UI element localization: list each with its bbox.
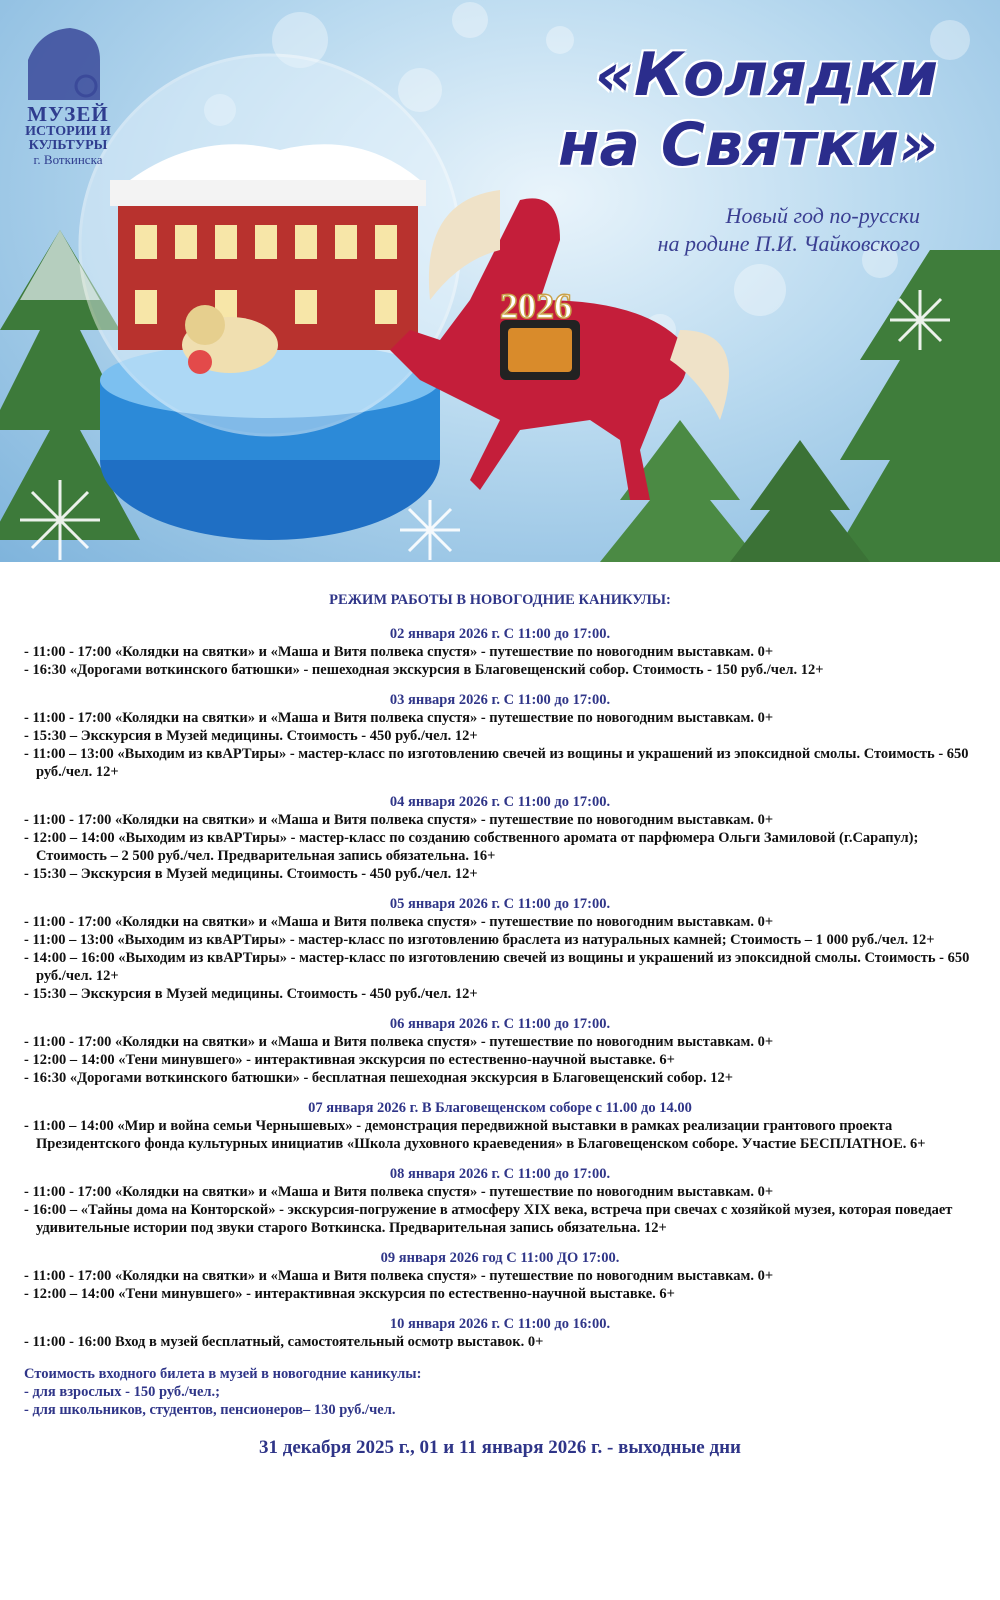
schedule-item: - 11:00 - 17:00 «Колядки на святки» и «Маша и Витя полвека спустя» - путешествие по новогодним выставкам. 0+ bbox=[24, 812, 774, 828]
schedule-item: - 11:00 - 17:00 «Колядки на святки» и «Маша и Витя полвека спустя» - путешествие по новогодним выставкам. 0+ bbox=[24, 1034, 774, 1050]
schedule-day-title: 09 января 2026 год С 11:00 ДО 17:00. bbox=[380, 1250, 620, 1266]
subtitle-line-1: Новый год по-русски bbox=[725, 203, 920, 228]
schedule-item: - 11:00 - 17:00 «Колядки на святки» и «Маша и Витя полвека спустя» - путешествие по новогодним выставкам. 0+ bbox=[24, 914, 774, 930]
schedule-item: - 11:00 – 14:00 «Мир и война семьи Чернышевых» - демонстрация передвижной выставки в рамках реализации грантового проекта Президентского фонда культурных инициатив «Школа духовного краеведения» в Благовещенском соборе. Участие БЕСПЛАТНОЕ. 6+ bbox=[24, 1118, 926, 1152]
schedule-day-title: 06 января 2026 г. С 11:00 до 17:00. bbox=[389, 1016, 611, 1032]
schedule-item: - 14:00 – 16:00 «Выходим из квАРТиры» - мастер-класс по изготовлению свечей из вощины и украшений из эпоксидной смолы. Стоимость - 650 руб./чел. 12+ bbox=[24, 950, 970, 984]
schedule-item: - 11:00 – 13:00 «Выходим из квАРТиры» - мастер-класс по изготовлению браслета из натуральных камней; Стоимость – 1 000 руб./чел. 12+ bbox=[24, 932, 935, 948]
logo-line-museum: МУЗЕЙ bbox=[27, 102, 109, 126]
logo-line-history: ИСТОРИИ И bbox=[25, 124, 111, 139]
schedule-day bbox=[24, 1015, 976, 1087]
schedule-day bbox=[24, 1099, 976, 1153]
schedule-day-title: 04 января 2026 г. С 11:00 до 17:00. bbox=[389, 794, 611, 810]
schedule-heading: РЕЖИМ РАБОТЫ В НОВОГОДНИЕ КАНИКУЛЫ: bbox=[329, 592, 671, 608]
schedule-section bbox=[0, 562, 1000, 1459]
schedule-day-title: 03 января 2026 г. С 11:00 до 17:00. bbox=[389, 692, 611, 708]
schedule-day bbox=[24, 691, 976, 781]
poster-banner bbox=[0, 0, 1000, 562]
schedule-day-title: 08 января 2026 г. С 11:00 до 17:00. bbox=[389, 1166, 611, 1182]
schedule-day bbox=[24, 1249, 976, 1303]
schedule-item: - 12:00 – 14:00 «Тени минувшего» - интерактивная экскурсия по естественно-научной выставке. 6+ bbox=[24, 1286, 675, 1302]
schedule-item: - 15:30 – Экскурсия в Музей медицины. Стоимость - 450 руб./чел. 12+ bbox=[24, 986, 478, 1002]
schedule-day bbox=[24, 625, 976, 679]
year-badge: 2026 bbox=[500, 286, 572, 326]
ticket-prices bbox=[24, 1365, 976, 1419]
schedule-item: - 11:00 - 17:00 «Колядки на святки» и «Маша и Витя полвека спустя» - путешествие по новогодним выставкам. 0+ bbox=[24, 1268, 774, 1284]
schedule-item: - 15:30 – Экскурсия в Музей медицины. Стоимость - 450 руб./чел. 12+ bbox=[24, 728, 478, 744]
poster-title bbox=[558, 40, 938, 180]
schedule-item: - 11:00 - 17:00 «Колядки на святки» и «Маша и Витя полвека спустя» - путешествие по новогодним выставкам. 0+ bbox=[24, 644, 774, 660]
schedule-item: - 16:30 «Дорогами воткинского батюшки» - пешеходная экскурсия в Благовещенский собор. Стоимость - 150 руб./чел. 12+ bbox=[24, 662, 824, 678]
schedule-item: - 16:30 «Дорогами воткинского батюшки» - бесплатная пешеходная экскурсия в Благовещенский собор. 12+ bbox=[24, 1070, 733, 1086]
museum-logo bbox=[18, 104, 118, 166]
right-fir-trees-icon bbox=[600, 250, 1000, 562]
schedule-day-title: 02 января 2026 г. С 11:00 до 17:00. bbox=[389, 626, 611, 642]
schedule-item: - 11:00 - 17:00 «Колядки на святки» и «Маша и Витя полвека спустя» - путешествие по новогодним выставкам. 0+ bbox=[24, 1184, 774, 1200]
subtitle-line-2: на родине П.И. Чайковского bbox=[657, 231, 920, 256]
schedule-day bbox=[24, 1165, 976, 1237]
schedule-day bbox=[24, 793, 976, 883]
schedule-day bbox=[24, 1315, 976, 1351]
schedule-item: - 11:00 – 13:00 «Выходим из квАРТиры» - мастер-класс по изготовлению свечей из вощины и украшений из эпоксидной смолы. Стоимость - 650 руб./чел. 12+ bbox=[24, 746, 969, 780]
logo-line-city: г. Воткинска bbox=[33, 152, 103, 167]
ticket-price-adults: - для взрослых - 150 руб./чел.; bbox=[24, 1384, 220, 1400]
poster-subtitle bbox=[658, 202, 920, 258]
schedule-item: - 16:00 – «Тайны дома на Конторской» - экскурсия-погружение в атмосферу XIX века, встреча при свечах с хозяйкой музея, которая поведает удивительные истории под звуки старого Воткинска. Предварительная запись обязательна. 12+ bbox=[24, 1202, 953, 1236]
ticket-prices-heading: Стоимость входного билета в музей в новогодние каникулы: bbox=[24, 1366, 422, 1382]
schedule-item: - 15:30 – Экскурсия в Музей медицины. Стоимость - 450 руб./чел. 12+ bbox=[24, 866, 478, 882]
schedule-days bbox=[24, 625, 976, 1351]
title-line-1: «Колядки bbox=[595, 40, 938, 110]
ticket-price-students: - для школьников, студентов, пенсионеров– 130 руб./чел. bbox=[24, 1402, 396, 1418]
schedule-day-title: 10 января 2026 г. С 11:00 до 16:00. bbox=[389, 1316, 611, 1332]
schedule-item: - 11:00 - 17:00 «Колядки на святки» и «Маша и Витя полвека спустя» - путешествие по новогодним выставкам. 0+ bbox=[24, 710, 774, 726]
snow-globe-icon bbox=[80, 55, 460, 540]
schedule-day bbox=[24, 895, 976, 1003]
schedule-item: - 11:00 - 16:00 Вход в музей бесплатный, самостоятельный осмотр выставок. 0+ bbox=[24, 1334, 544, 1350]
closed-days: 31 декабря 2025 г., 01 и 11 января 2026 г. - выходные дни bbox=[259, 1437, 741, 1458]
title-line-2: на Святки» bbox=[558, 110, 938, 180]
logo-line-culture: КУЛЬТУРЫ bbox=[28, 138, 108, 153]
museum-lion-logo-icon bbox=[28, 28, 100, 100]
schedule-item: - 12:00 – 14:00 «Выходим из квАРТиры» - мастер-класс по созданию собственного аромата от парфюмера Ольги Замиловой (г.Сарапул); Стоимость – 2 500 руб./чел. Предварительная запись обязательна. 16+ bbox=[24, 830, 919, 864]
schedule-day-title: 05 января 2026 г. С 11:00 до 17:00. bbox=[389, 896, 611, 912]
schedule-day-title: 07 января 2026 г. В Благовещенском соборе с 11.00 до 14.00 bbox=[308, 1100, 692, 1116]
schedule-item: - 12:00 – 14:00 «Тени минувшего» - интерактивная экскурсия по естественно-научной выставке. 6+ bbox=[24, 1052, 675, 1068]
